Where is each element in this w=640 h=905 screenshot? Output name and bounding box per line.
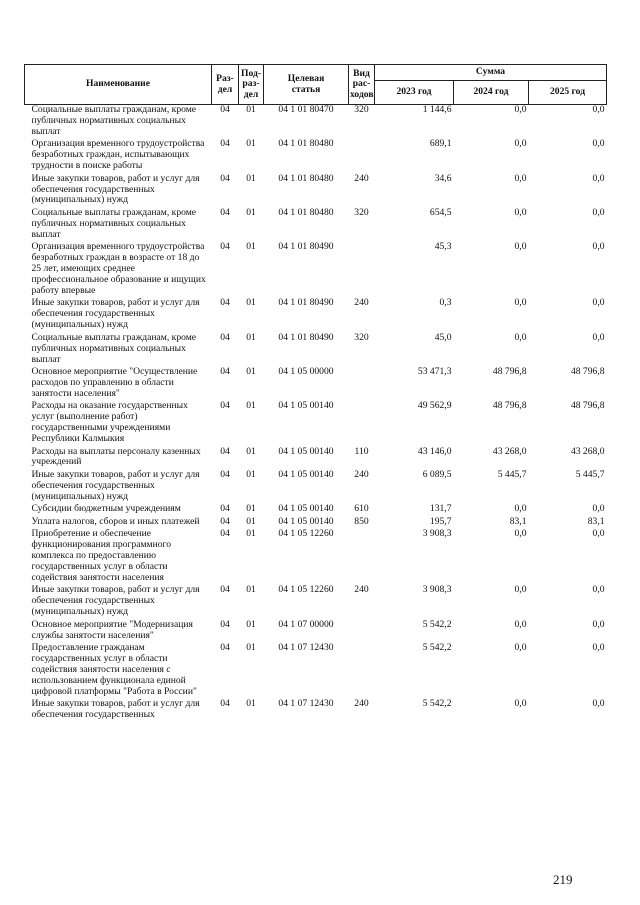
- row-sum-2025: 0,0: [592, 503, 605, 515]
- row-sum-2025: 43 268,0: [570, 445, 605, 457]
- row-sum-2023: 5 542,2: [422, 642, 452, 654]
- row-name: Иные закупки товаров, работ и услуг для обеспечения государственных (муниципальных) нужд: [31, 172, 200, 206]
- row-name: Социальные выплаты гражданам, кроме публичных нормативных социальных выплат: [31, 331, 197, 365]
- header-name: Наименование: [25, 65, 212, 105]
- row-name: Социальные выплаты гражданам, кроме публичных нормативных социальных выплат: [31, 104, 197, 137]
- table-body: [25, 105, 607, 723]
- header-year-2025: 2025 год: [529, 81, 607, 105]
- row-sum-2023: 43 146,0: [417, 445, 452, 457]
- row-name: Иные закупки товаров, работ и услуг для обеспечения государственных (муниципальных) нужд: [31, 297, 200, 331]
- row-sum-2023: 654,5: [429, 206, 452, 218]
- header-expense-type: Вид рас- ходов: [349, 65, 375, 105]
- row-sum-2023: 49 562,9: [417, 400, 452, 412]
- row-section: 04: [220, 445, 230, 457]
- budget-document: [24, 64, 606, 723]
- row-sum-2024: 0,0: [514, 138, 527, 150]
- row-target-article: 04 1 07 00000: [278, 618, 334, 630]
- row-subsection: 01: [246, 698, 256, 710]
- row-subsection: 01: [246, 528, 256, 540]
- row-section: 04: [220, 503, 230, 515]
- row-sum-2025: 0,0: [592, 138, 605, 150]
- row-target-article: 04 1 05 00140: [278, 400, 334, 412]
- row-expense-type: [349, 620, 375, 643]
- header-year-2023: 2023 год: [375, 81, 454, 105]
- row-section: 04: [220, 642, 230, 654]
- header-subsection: Под- раз- дел: [239, 65, 264, 105]
- row-subsection: 01: [246, 503, 256, 515]
- row-sum-2025: 0,0: [592, 528, 605, 540]
- table-row: [25, 470, 607, 504]
- row-section: 04: [220, 468, 230, 480]
- table-row: [25, 242, 607, 298]
- row-sum-2023: 1 144,6: [422, 104, 452, 115]
- row-expense-type: [349, 242, 375, 298]
- row-section: 04: [220, 698, 230, 710]
- row-expense-type: 240: [354, 297, 369, 309]
- row-sum-2024: 83,1: [509, 515, 527, 527]
- table-row: [25, 447, 607, 470]
- row-section: 04: [220, 104, 230, 115]
- row-subsection: 01: [246, 468, 256, 480]
- table-row: [25, 699, 607, 722]
- row-name: Основное мероприятие "Осуществление расходов по управлению в области занятости населения": [31, 366, 198, 399]
- row-target-article: 04 1 01 80490: [278, 297, 334, 309]
- row-sum-2023: 3 908,3: [422, 584, 452, 596]
- row-section: 04: [220, 515, 230, 527]
- row-sum-2023: 689,1: [429, 138, 452, 150]
- row-sum-2025: 0,0: [592, 618, 605, 630]
- row-expense-type: 240: [354, 698, 369, 710]
- budget-table: [24, 64, 607, 723]
- row-sum-2024: 0,0: [514, 297, 527, 309]
- row-sum-2024: 5 445,7: [497, 468, 527, 480]
- header-section: Раз- дел: [212, 65, 239, 105]
- table-row: [25, 174, 607, 208]
- table-row: [25, 139, 607, 173]
- row-sum-2023: 195,7: [429, 515, 452, 527]
- row-expense-type: [349, 367, 375, 401]
- table-row: [25, 401, 607, 446]
- row-subsection: 01: [246, 138, 256, 150]
- row-target-article: 04 1 01 80470: [278, 104, 334, 115]
- row-subsection: 01: [246, 206, 256, 218]
- row-sum-2024: 0,0: [514, 618, 527, 630]
- row-section: 04: [220, 206, 230, 218]
- row-sum-2023: 131,7: [429, 503, 452, 515]
- page-number: 219: [553, 872, 573, 887]
- row-sum-2024: 0,0: [514, 584, 527, 596]
- row-name: Расходы на оказание государственных услуг (выполнение работ) государственными учреждениями Республики Калмыкия: [31, 400, 188, 445]
- table-row: [25, 504, 607, 517]
- row-section: 04: [220, 528, 230, 540]
- row-sum-2023: 5 542,2: [422, 698, 452, 710]
- row-sum-2025: 0,0: [592, 642, 605, 654]
- row-sum-2023: 34,6: [434, 172, 452, 184]
- header-year-2024: 2024 год: [454, 81, 529, 105]
- row-subsection: 01: [246, 642, 256, 654]
- row-sum-2023: 6 089,5: [422, 468, 452, 480]
- row-section: 04: [220, 400, 230, 412]
- row-name: Социальные выплаты гражданам, кроме публичных нормативных социальных выплат: [31, 206, 197, 240]
- row-sum-2025: 0,0: [592, 584, 605, 596]
- row-target-article: 04 1 05 00000: [278, 366, 334, 377]
- row-sum-2024: 0,0: [514, 503, 527, 515]
- row-section: 04: [220, 366, 230, 377]
- row-sum-2025: 0,0: [592, 241, 605, 253]
- row-expense-type: 110: [354, 445, 369, 457]
- table-row: [25, 643, 607, 699]
- row-sum-2025: 0,0: [592, 172, 605, 184]
- row-name: Организация временного трудоустройства безработных граждан в возрасте от 18 до 25 лет, имеющих среднее профессиональное образование и ищущих работу впервые: [31, 241, 206, 296]
- table-header: [25, 65, 607, 105]
- row-subsection: 01: [246, 104, 256, 115]
- row-subsection: 01: [246, 515, 256, 527]
- row-expense-type: 610: [354, 503, 369, 515]
- row-subsection: 01: [246, 584, 256, 596]
- row-target-article: 04 1 01 80480: [278, 206, 334, 218]
- row-target-article: 04 1 05 00140: [278, 468, 334, 480]
- row-sum-2025: 83,1: [587, 515, 605, 527]
- row-sum-2024: 0,0: [514, 241, 527, 253]
- row-name: Основное мероприятие "Модернизация службы занятости населения": [31, 618, 193, 641]
- row-sum-2025: 0,0: [592, 104, 605, 115]
- row-name: Иные закупки товаров, работ и услуг для обеспечения государственных (муниципальных) нужд: [31, 468, 200, 502]
- table-row: [25, 298, 607, 332]
- row-sum-2025: 0,0: [592, 331, 605, 343]
- row-expense-type: [349, 643, 375, 699]
- row-subsection: 01: [246, 297, 256, 309]
- row-section: 04: [220, 584, 230, 596]
- row-sum-2025: 0,0: [592, 698, 605, 710]
- row-sum-2024: 0,0: [514, 104, 527, 115]
- row-section: 04: [220, 618, 230, 630]
- row-sum-2023: 45,0: [434, 331, 452, 343]
- row-expense-type: 240: [354, 584, 369, 596]
- row-sum-2024: 0,0: [514, 206, 527, 218]
- row-subsection: 01: [246, 331, 256, 343]
- row-sum-2025: 0,0: [592, 206, 605, 218]
- row-name: Организация временного трудоустройства безработных граждан, испытывающих трудности в поиске работы: [31, 138, 205, 172]
- table-row: [25, 529, 607, 585]
- row-subsection: 01: [246, 445, 256, 457]
- row-name: Приобретение и обеспечение функционирования программного комплекса по предоставлению государственных услуг в области содействия занятости населения: [31, 528, 172, 583]
- row-target-article: 04 1 01 80490: [278, 331, 334, 343]
- row-target-article: 04 1 05 12260: [278, 584, 334, 596]
- row-target-article: 04 1 01 80480: [278, 138, 334, 150]
- row-sum-2023: 3 908,3: [422, 528, 452, 540]
- row-subsection: 01: [246, 400, 256, 412]
- row-sum-2025: 48 796,8: [570, 366, 605, 377]
- row-sum-2024: 48 796,8: [492, 366, 527, 377]
- row-sum-2023: 53 471,3: [417, 366, 452, 377]
- row-sum-2024: 0,0: [514, 698, 527, 710]
- row-sum-2023: 5 542,2: [422, 618, 452, 630]
- row-target-article: 04 1 05 00140: [278, 445, 334, 457]
- row-name: Иные закупки товаров, работ и услуг для обеспечения государственных: [31, 698, 200, 721]
- header-target-article: Целевая статья: [264, 65, 349, 105]
- row-expense-type: [349, 529, 375, 585]
- header-sum: Сумма: [375, 65, 607, 81]
- row-sum-2023: 0,3: [439, 297, 452, 309]
- row-sum-2025: 48 796,8: [570, 400, 605, 412]
- row-target-article: 04 1 07 12430: [278, 698, 334, 710]
- table-row: [25, 367, 607, 401]
- row-name: Субсидии бюджетным учреждениям: [31, 503, 181, 515]
- row-sum-2024: 0,0: [514, 331, 527, 343]
- table-row: [25, 333, 607, 367]
- row-name: Иные закупки товаров, работ и услуг для обеспечения государственных (муниципальных) нужд: [31, 584, 200, 618]
- row-target-article: 04 1 07 12430: [278, 642, 334, 654]
- row-subsection: 01: [246, 366, 256, 377]
- table-row: [25, 585, 607, 619]
- row-expense-type: 320: [354, 331, 369, 343]
- row-expense-type: [349, 401, 375, 446]
- table-row: [25, 620, 607, 643]
- row-sum-2023: 45,3: [434, 241, 452, 253]
- row-name: Предоставление гражданам государственных услуг в области содействия занятости населения с использованием функционала единой цифровой платформы "Работа в России": [31, 642, 197, 697]
- row-section: 04: [220, 241, 230, 253]
- row-target-article: 04 1 01 80480: [278, 172, 334, 184]
- row-expense-type: [349, 139, 375, 173]
- row-sum-2024: 48 796,8: [492, 400, 527, 412]
- table-row: [25, 105, 607, 140]
- row-target-article: 04 1 05 00140: [278, 503, 334, 515]
- row-subsection: 01: [246, 172, 256, 184]
- row-section: 04: [220, 138, 230, 150]
- row-sum-2024: 0,0: [514, 172, 527, 184]
- row-target-article: 04 1 01 80490: [278, 241, 334, 253]
- row-target-article: 04 1 05 00140: [278, 515, 334, 527]
- row-sum-2025: 5 445,7: [575, 468, 605, 480]
- row-subsection: 01: [246, 241, 256, 253]
- row-sum-2024: 0,0: [514, 642, 527, 654]
- row-sum-2025: 0,0: [592, 297, 605, 309]
- row-name: Уплата налогов, сборов и иных платежей: [31, 515, 200, 527]
- row-expense-type: 240: [354, 172, 369, 184]
- row-expense-type: 320: [354, 104, 369, 115]
- row-sum-2024: 43 268,0: [492, 445, 527, 457]
- row-expense-type: 240: [354, 468, 369, 480]
- row-expense-type: 850: [354, 515, 369, 527]
- row-section: 04: [220, 172, 230, 184]
- row-sum-2024: 0,0: [514, 528, 527, 540]
- row-expense-type: 320: [354, 206, 369, 218]
- row-section: 04: [220, 331, 230, 343]
- row-section: 04: [220, 297, 230, 309]
- row-subsection: 01: [246, 618, 256, 630]
- table-row: [25, 208, 607, 242]
- row-name: Расходы на выплаты персоналу казенных учреждений: [31, 445, 201, 468]
- row-target-article: 04 1 05 12260: [278, 528, 334, 540]
